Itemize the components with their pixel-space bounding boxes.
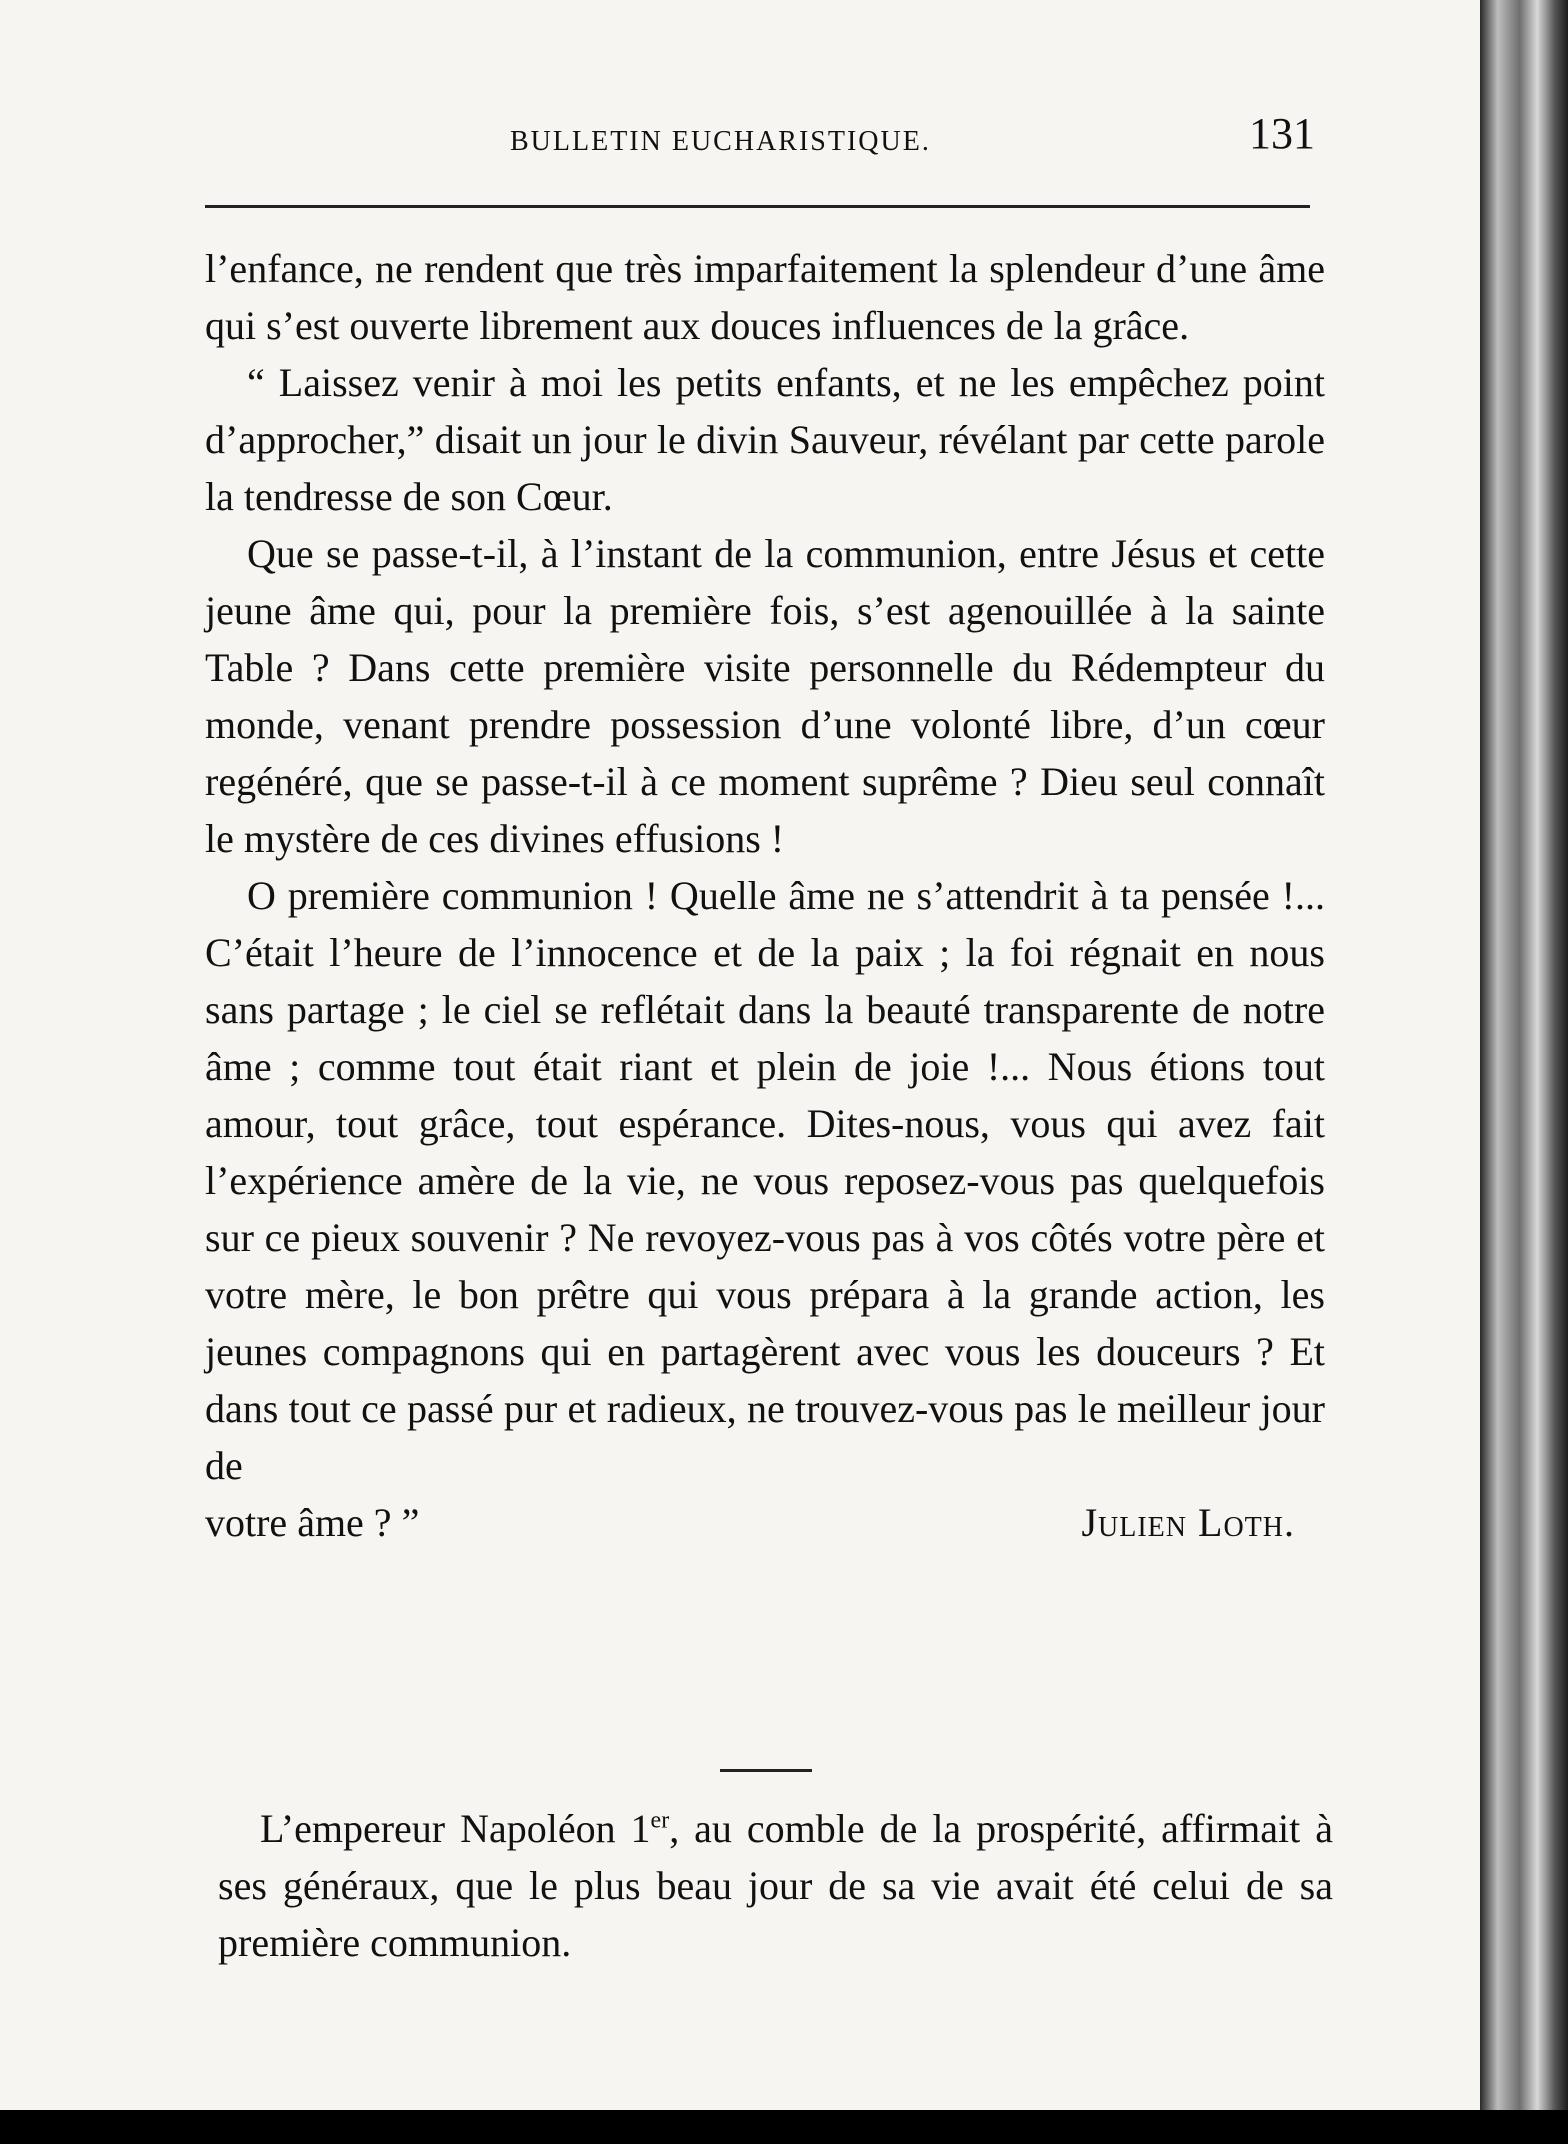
ordinal-superscript: er [650, 1807, 670, 1834]
closing-paragraph [218, 1800, 1333, 1971]
author-signature: Julien Loth. [1081, 1500, 1295, 1545]
paragraph: O première communion ! Quelle âme ne s’attendrit à ta pensée !... C’était l’heure de l’innocence et de la paix ; la foi régnait en nous sans partage ; le ciel se reflétait dans la beauté transparente de notre âme ; comme tout était riant et plein de joie !... Nous étions tout amour, tout grâce, tout espérance. Dites-nous, vous qui avez fait l’expérience amère de la vie, ne vous reposez-vous pas quelquefois sur ce pieux souvenir ? Ne revoyez-vous pas à vos côtés votre père et votre mère, le bon prêtre qui vous prépara à la grande action, les jeunes compagnons qui en partagèrent avec vous les douceurs ? Et dans tout ce passé pur et radieux, ne trouvez-vous pas le meilleur jour de [205, 873, 1325, 1488]
paragraph: “ Laissez venir à moi les petits enfants, et ne les empêchez point d’approcher,” disait un jour le divin Sauveur, révélant par cette parole la tendresse de son Cœur. [205, 360, 1325, 519]
paragraph: l’enfance, ne rendent que très imparfaitement la splendeur d’une âme qui s’est ouverte librement aux douces influences de la grâce. [205, 246, 1325, 348]
paragraph [218, 1800, 1333, 1971]
section-separator [720, 1769, 812, 1772]
paragraph: Que se passe-t-il, à l’instant de la communion, entre Jésus et cette jeune âme qui, pour la première fois, s’est agenouillée à la sainte Table ? Dans cette première visite personnelle du Rédempteur du monde, venant prendre possession d’une volonté libre, d’un cœur regénéré, que se passe-t-il à ce moment suprême ? Dieu seul connaît le mystère de ces divines effusions ! [205, 531, 1325, 861]
final-line: votre âme ? ” [205, 1500, 420, 1545]
page-edge-shadow [1480, 0, 1568, 2110]
header-rule [205, 205, 1310, 208]
scan-border [0, 2110, 1568, 2144]
page-number: 131 [1249, 109, 1315, 158]
running-title: BULLETIN EUCHARISTIQUE. [510, 126, 931, 157]
signature-line [205, 1494, 1325, 1551]
body-text [205, 240, 1325, 1551]
closing-before: L’empereur Napoléon 1 [260, 1806, 651, 1851]
closing-after: , au comble de la prospérité, affirmait à ses généraux, que le plus beau jour de sa vie avait été celui de sa première communion. [218, 1806, 1333, 1965]
page-header [205, 108, 1315, 168]
